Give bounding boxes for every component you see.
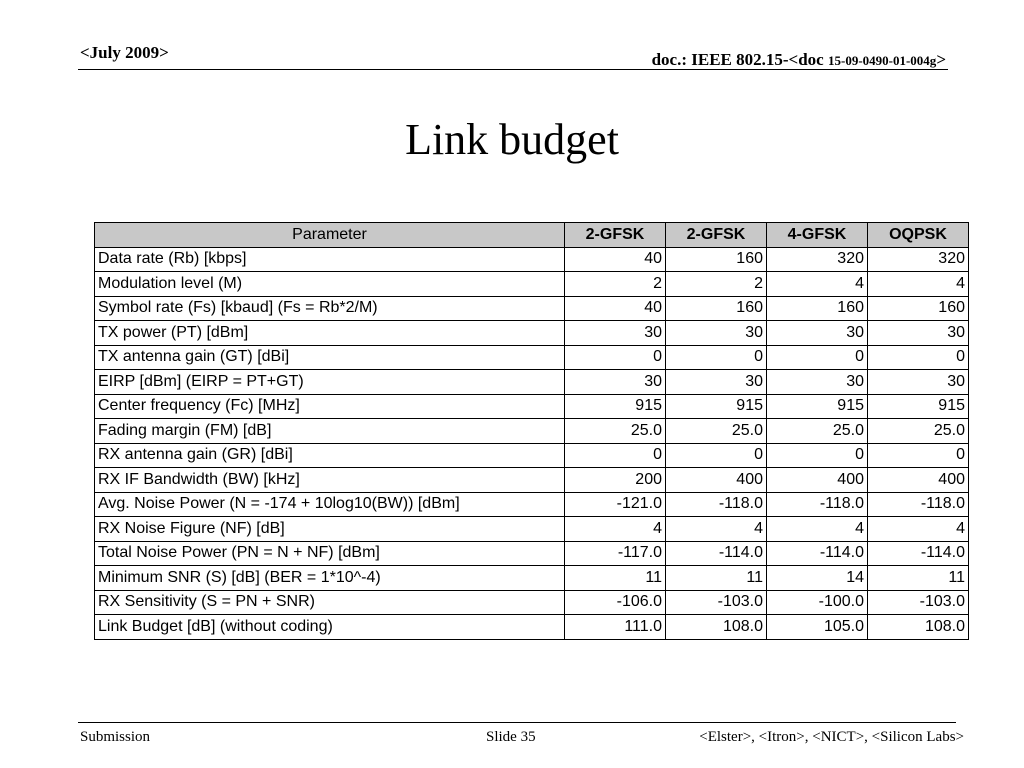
row-value: 25.0 <box>767 419 868 444</box>
row-value: -114.0 <box>666 541 767 566</box>
table-row <box>95 247 969 272</box>
row-value: -118.0 <box>666 492 767 517</box>
header-col-1: 2-GFSK <box>565 223 666 248</box>
row-value: -117.0 <box>565 541 666 566</box>
header-col-2: 2-GFSK <box>666 223 767 248</box>
footer-authors: <Elster>, <Itron>, <NICT>, <Silicon Labs> <box>699 729 964 745</box>
row-label: Minimum SNR (S) [dB] (BER = 1*10^-4) <box>95 566 565 591</box>
table-row <box>95 321 969 346</box>
row-value: -118.0 <box>868 492 969 517</box>
header-rule <box>78 69 948 70</box>
row-value: 0 <box>565 345 666 370</box>
row-value: 30 <box>666 321 767 346</box>
row-value: -114.0 <box>868 541 969 566</box>
row-value: 30 <box>868 370 969 395</box>
row-value: 2 <box>565 272 666 297</box>
row-label: RX IF Bandwidth (BW) [kHz] <box>95 468 565 493</box>
row-value: 0 <box>767 345 868 370</box>
row-value: 25.0 <box>666 419 767 444</box>
table-row <box>95 370 969 395</box>
row-value: 30 <box>868 321 969 346</box>
table-row <box>95 419 969 444</box>
row-value: 0 <box>565 443 666 468</box>
header-col-3: 4-GFSK <box>767 223 868 248</box>
row-label: RX antenna gain (GR) [dBi] <box>95 443 565 468</box>
row-value: 2 <box>666 272 767 297</box>
table-row <box>95 517 969 542</box>
link-budget-table <box>94 222 969 640</box>
table-row <box>95 443 969 468</box>
table-row <box>95 615 969 640</box>
table-row <box>95 566 969 591</box>
row-label: Fading margin (FM) [dB] <box>95 419 565 444</box>
row-value: 4 <box>767 272 868 297</box>
row-value: -106.0 <box>565 590 666 615</box>
row-value: 11 <box>565 566 666 591</box>
row-value: -103.0 <box>868 590 969 615</box>
row-value: 4 <box>666 517 767 542</box>
table-row <box>95 394 969 419</box>
row-label: Data rate (Rb) [kbps] <box>95 247 565 272</box>
footer-submission: Submission <box>80 729 151 745</box>
row-label: Center frequency (Fc) [MHz] <box>95 394 565 419</box>
row-value: 915 <box>868 394 969 419</box>
row-value: 160 <box>868 296 969 321</box>
row-value: 30 <box>767 321 868 346</box>
row-value: 111.0 <box>565 615 666 640</box>
row-label: RX Sensitivity (S = PN + SNR) <box>95 590 565 615</box>
row-value: 105.0 <box>767 615 868 640</box>
row-value: 108.0 <box>666 615 767 640</box>
row-label: Total Noise Power (PN = N + NF) [dBm] <box>95 541 565 566</box>
row-value: 160 <box>666 247 767 272</box>
row-label: RX Noise Figure (NF) [dB] <box>95 517 565 542</box>
row-value: 160 <box>767 296 868 321</box>
row-value: -114.0 <box>767 541 868 566</box>
row-value: 11 <box>666 566 767 591</box>
table-row <box>95 468 969 493</box>
row-value: 30 <box>767 370 868 395</box>
header-doc-suffix: > <box>936 50 946 69</box>
row-value: 0 <box>767 443 868 468</box>
row-value: -103.0 <box>666 590 767 615</box>
table-body <box>95 247 969 639</box>
row-value: 400 <box>868 468 969 493</box>
row-value: 11 <box>868 566 969 591</box>
row-label: Avg. Noise Power (N = -174 + 10log10(BW)) [dBm] <box>95 492 565 517</box>
row-label: EIRP [dBm] (EIRP = PT+GT) <box>95 370 565 395</box>
row-value: 4 <box>868 272 969 297</box>
row-value: 320 <box>868 247 969 272</box>
row-value: 30 <box>565 370 666 395</box>
footer-slide-number: Slide 35 <box>486 729 536 745</box>
row-label: Symbol rate (Fs) [kbaud] (Fs = Rb*2/M) <box>95 296 565 321</box>
row-value: -100.0 <box>767 590 868 615</box>
row-value: 14 <box>767 566 868 591</box>
row-value: 4 <box>565 517 666 542</box>
row-value: -121.0 <box>565 492 666 517</box>
header-doc-number: 15-09-0490-01-004g <box>827 53 937 68</box>
row-value: 0 <box>868 443 969 468</box>
row-value: -118.0 <box>767 492 868 517</box>
header-doc-id <box>652 50 946 70</box>
row-value: 40 <box>565 296 666 321</box>
row-label: TX antenna gain (GT) [dBi] <box>95 345 565 370</box>
row-value: 160 <box>666 296 767 321</box>
row-value: 200 <box>565 468 666 493</box>
row-value: 25.0 <box>565 419 666 444</box>
header-parameter: Parameter <box>95 223 565 248</box>
table-row <box>95 345 969 370</box>
row-value: 0 <box>666 345 767 370</box>
row-value: 915 <box>666 394 767 419</box>
row-value: 320 <box>767 247 868 272</box>
row-value: 0 <box>666 443 767 468</box>
row-value: 400 <box>666 468 767 493</box>
row-label: TX power (PT) [dBm] <box>95 321 565 346</box>
row-value: 915 <box>767 394 868 419</box>
header-doc-prefix: doc.: IEEE 802.15-<doc <box>651 50 828 69</box>
row-value: 40 <box>565 247 666 272</box>
slide-title: Link budget <box>405 115 619 164</box>
row-value: 108.0 <box>868 615 969 640</box>
row-value: 915 <box>565 394 666 419</box>
row-value: 0 <box>868 345 969 370</box>
table-row <box>95 272 969 297</box>
row-value: 30 <box>666 370 767 395</box>
table-row <box>95 296 969 321</box>
table-row <box>95 541 969 566</box>
header-col-4: OQPSK <box>868 223 969 248</box>
table-row <box>95 492 969 517</box>
row-value: 400 <box>767 468 868 493</box>
row-value: 4 <box>868 517 969 542</box>
row-value: 30 <box>565 321 666 346</box>
header-date: <July 2009> <box>80 43 169 62</box>
row-value: 25.0 <box>868 419 969 444</box>
row-value: 4 <box>767 517 868 542</box>
row-label: Modulation level (M) <box>95 272 565 297</box>
footer-rule <box>78 722 956 723</box>
row-label: Link Budget [dB] (without coding) <box>95 615 565 640</box>
table-header-row <box>95 223 969 248</box>
table-row <box>95 590 969 615</box>
